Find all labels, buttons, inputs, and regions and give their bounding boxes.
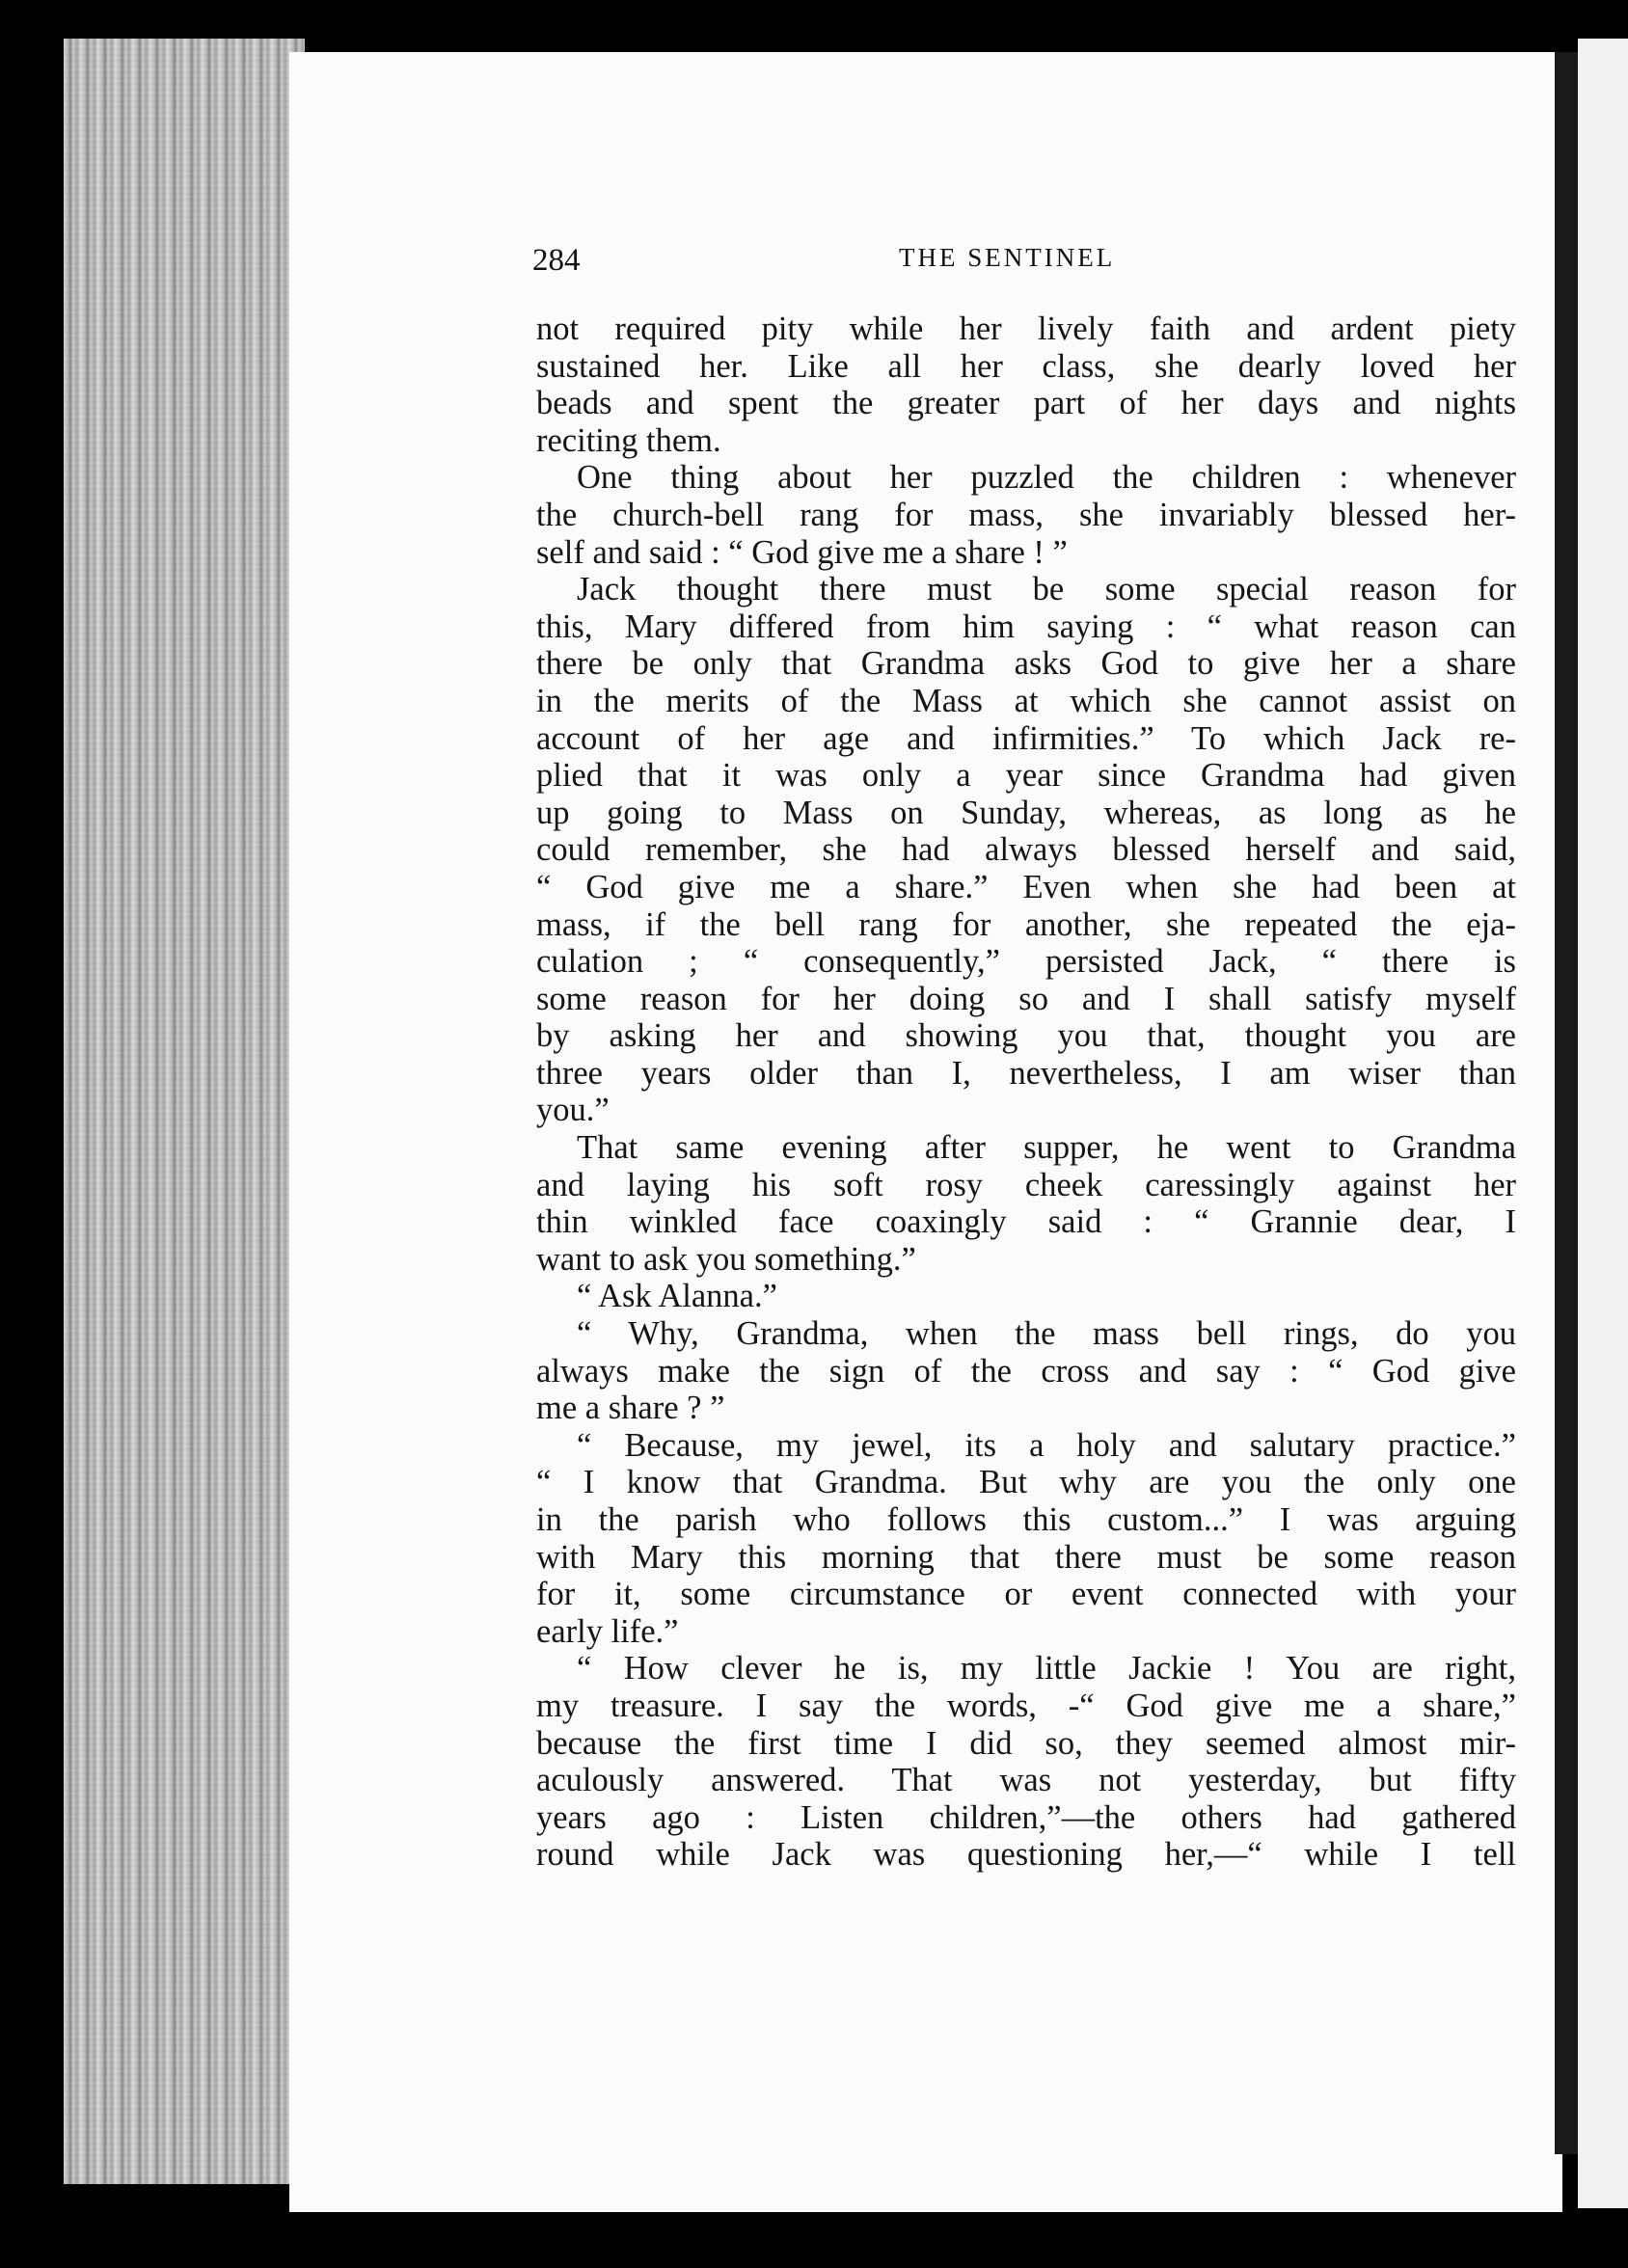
text-line: there be only that Grandma asks God to give her a share	[536, 645, 1516, 683]
running-head	[532, 243, 1516, 289]
text-line: thin winkled face coaxingly said : “ Grannie dear, I	[536, 1203, 1516, 1241]
text-line: some reason for her doing so and I shall satisfy myself	[536, 980, 1516, 1017]
text-line: “ Why, Grandma, when the mass bell rings, do you	[577, 1315, 1516, 1353]
text-line: self and said : “ God give me a share ! ”	[536, 533, 1068, 571]
text-line: three years older than I, nevertheless, I am wiser than	[536, 1054, 1516, 1092]
text-line: and laying his soft rosy cheek caressingly against her	[536, 1166, 1516, 1203]
text-line: want to ask you something.”	[536, 1240, 916, 1278]
text-line: the church-bell rang for mass, she invariably blessed her-	[536, 496, 1516, 533]
text-line: mass, if the bell rang for another, she repeated the eja-	[536, 905, 1516, 943]
text-line: “ I know that Grandma. But why are you the only one	[536, 1464, 1516, 1501]
text-line: culation ; “ consequently,” persisted Jack, “ there is	[536, 943, 1516, 981]
text-line: account of her age and infirmities.” To which Jack re-	[536, 719, 1516, 757]
text-line: “ God give me a share.” Even when she had been at	[536, 868, 1516, 905]
text-line: for it, some circumstance or event connected with your	[536, 1576, 1516, 1613]
text-line: always make the sign of the cross and say : “ God give	[536, 1352, 1516, 1390]
text-line: my treasure. I say the words, -“ God give me a share,”	[536, 1687, 1516, 1724]
running-title: THE SENTINEL	[899, 243, 1116, 272]
text-line: not required pity while her lively faith and ardent piety	[536, 310, 1516, 347]
text-line: beads and spent the greater part of her days and nights	[536, 385, 1516, 422]
text-line: “ Ask Alanna.”	[577, 1278, 777, 1315]
text-line: sustained her. Like all her class, she dearly loved her	[536, 347, 1516, 385]
body-text	[536, 310, 1516, 1874]
text-line: One thing about her puzzled the children : whenever	[577, 459, 1516, 497]
page-number: 284	[532, 243, 581, 278]
text-line: aculously answered. That was not yesterday, but fifty	[536, 1762, 1516, 1799]
text-line: in the merits of the Mass at which she cannot assist on	[536, 682, 1516, 719]
text-line: this, Mary differed from him saying : “ what reason can	[536, 608, 1516, 645]
text-line: reciting them.	[536, 421, 721, 459]
text-line: me a share ? ”	[536, 1390, 725, 1427]
text-line: by asking her and showing you that, thought you are	[536, 1017, 1516, 1055]
text-line: early life.”	[536, 1612, 679, 1650]
text-line: because the first time I did so, they seemed almost mir-	[536, 1724, 1516, 1762]
text-line: “ How clever he is, my little Jackie ! You are right,	[577, 1650, 1516, 1688]
text-line: Jack thought there must be some special reason for	[577, 571, 1516, 608]
text-line: you.”	[536, 1092, 610, 1129]
text-line: years ago : Listen children,”—the others had gathered	[536, 1798, 1516, 1836]
text-line: could remember, she had always blessed herself and said,	[536, 831, 1516, 869]
text-line: plied that it was only a year since Grandma had given	[536, 757, 1516, 795]
facing-page-edge	[1578, 39, 1628, 2208]
text-line: round while Jack was questioning her,—“ while I tell	[536, 1836, 1516, 1874]
text-line: in the parish who follows this custom...” I was arguing	[536, 1501, 1516, 1538]
text-line: up going to Mass on Sunday, whereas, as long as he	[536, 794, 1516, 831]
text-line: “ Because, my jewel, its a holy and salutary practice.”	[577, 1426, 1516, 1464]
text-line: That same evening after supper, he went to Grandma	[577, 1129, 1516, 1167]
book-page-edges	[64, 39, 305, 2184]
text-line: with Mary this morning that there must be some reason	[536, 1538, 1516, 1576]
facing-page-gutter	[1555, 52, 1578, 2154]
